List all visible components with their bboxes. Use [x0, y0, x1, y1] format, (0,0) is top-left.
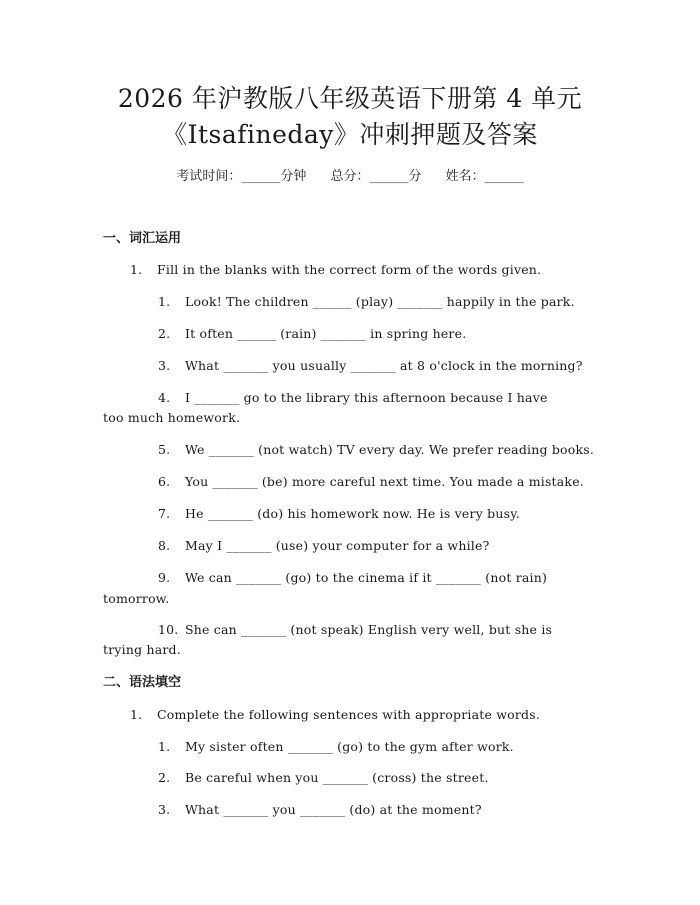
item-number: 3. [158, 802, 171, 817]
item-text: It often ______ (rain) _______ in spring here. [185, 326, 467, 341]
list-item [158, 505, 520, 523]
question-instruction [130, 261, 541, 279]
item-number: 7. [158, 506, 171, 521]
item-number: 1. [158, 739, 171, 754]
item-number: 1. [158, 294, 171, 309]
list-item [158, 569, 547, 587]
item-number: 4. [158, 390, 171, 405]
section-heading-grammar: 二、语法填空 [103, 675, 182, 690]
list-item [158, 441, 594, 459]
student-name-field: 姓名：______ [445, 169, 524, 184]
exam-score-field: 总分：______分 [330, 169, 422, 184]
item-text: He _______ (do) his homework now. He is very busy. [185, 506, 520, 521]
item-text: She can _______ (not speak) English very well, but she is [185, 622, 553, 637]
item-text: You _______ (be) more careful next time. You made a mistake. [185, 474, 584, 489]
item-number: 2. [158, 326, 171, 341]
item-number: 10. [158, 622, 179, 637]
item-number: 6. [158, 474, 171, 489]
item-text: What _______ you _______ (do) at the moment? [185, 802, 482, 817]
item-text: My sister often _______ (go) to the gym after work. [185, 739, 514, 754]
item-number: 2. [158, 770, 171, 785]
item-number: 3. [158, 358, 171, 373]
section-heading-vocabulary: 一、词汇运用 [103, 231, 182, 246]
list-item [158, 389, 548, 407]
exam-meta [0, 168, 700, 186]
list-item [158, 293, 575, 311]
item-text: Look! The children ______ (play) _______ happily in the park. [185, 294, 575, 309]
page-title-line-2: 《Itsafineday》冲刺押题及答案 [162, 120, 538, 149]
item-number: 8. [158, 538, 171, 553]
item-text: May I _______ (use) your computer for a while? [185, 538, 490, 553]
item-continuation: tomorrow. [103, 591, 170, 606]
list-item [158, 325, 466, 343]
page-title-line-1: 2026 年沪教版八年级英语下册第 4 单元 [117, 84, 583, 113]
item-text: I _______ go to the library this afternoon because I have [185, 390, 548, 405]
item-text: Be careful when you _______ (cross) the street. [185, 770, 489, 785]
list-item [158, 738, 514, 756]
list-item [158, 769, 489, 787]
list-item [158, 537, 489, 555]
list-item [158, 621, 552, 639]
item-text: We can _______ (go) to the cinema if it _______ (not rain) [185, 570, 548, 585]
question-instruction [130, 706, 540, 724]
item-number: 9. [158, 570, 171, 585]
item-text: We _______ (not watch) TV every day. We prefer reading books. [185, 442, 595, 457]
exam-time-field: 考试时间：______分钟 [176, 169, 307, 184]
list-item [158, 801, 482, 819]
item-number: 5. [158, 442, 171, 457]
question-text: Fill in the blanks with the correct form of the words given. [157, 262, 542, 277]
question-number: 1. [130, 707, 143, 722]
question-text: Complete the following sentences with appropriate words. [157, 707, 541, 722]
item-continuation: trying hard. [103, 642, 181, 657]
list-item [158, 473, 584, 491]
question-number: 1. [130, 262, 143, 277]
item-continuation: too much homework. [103, 410, 241, 425]
list-item [158, 357, 583, 375]
item-text: What _______ you usually _______ at 8 o'clock in the morning? [185, 358, 583, 373]
